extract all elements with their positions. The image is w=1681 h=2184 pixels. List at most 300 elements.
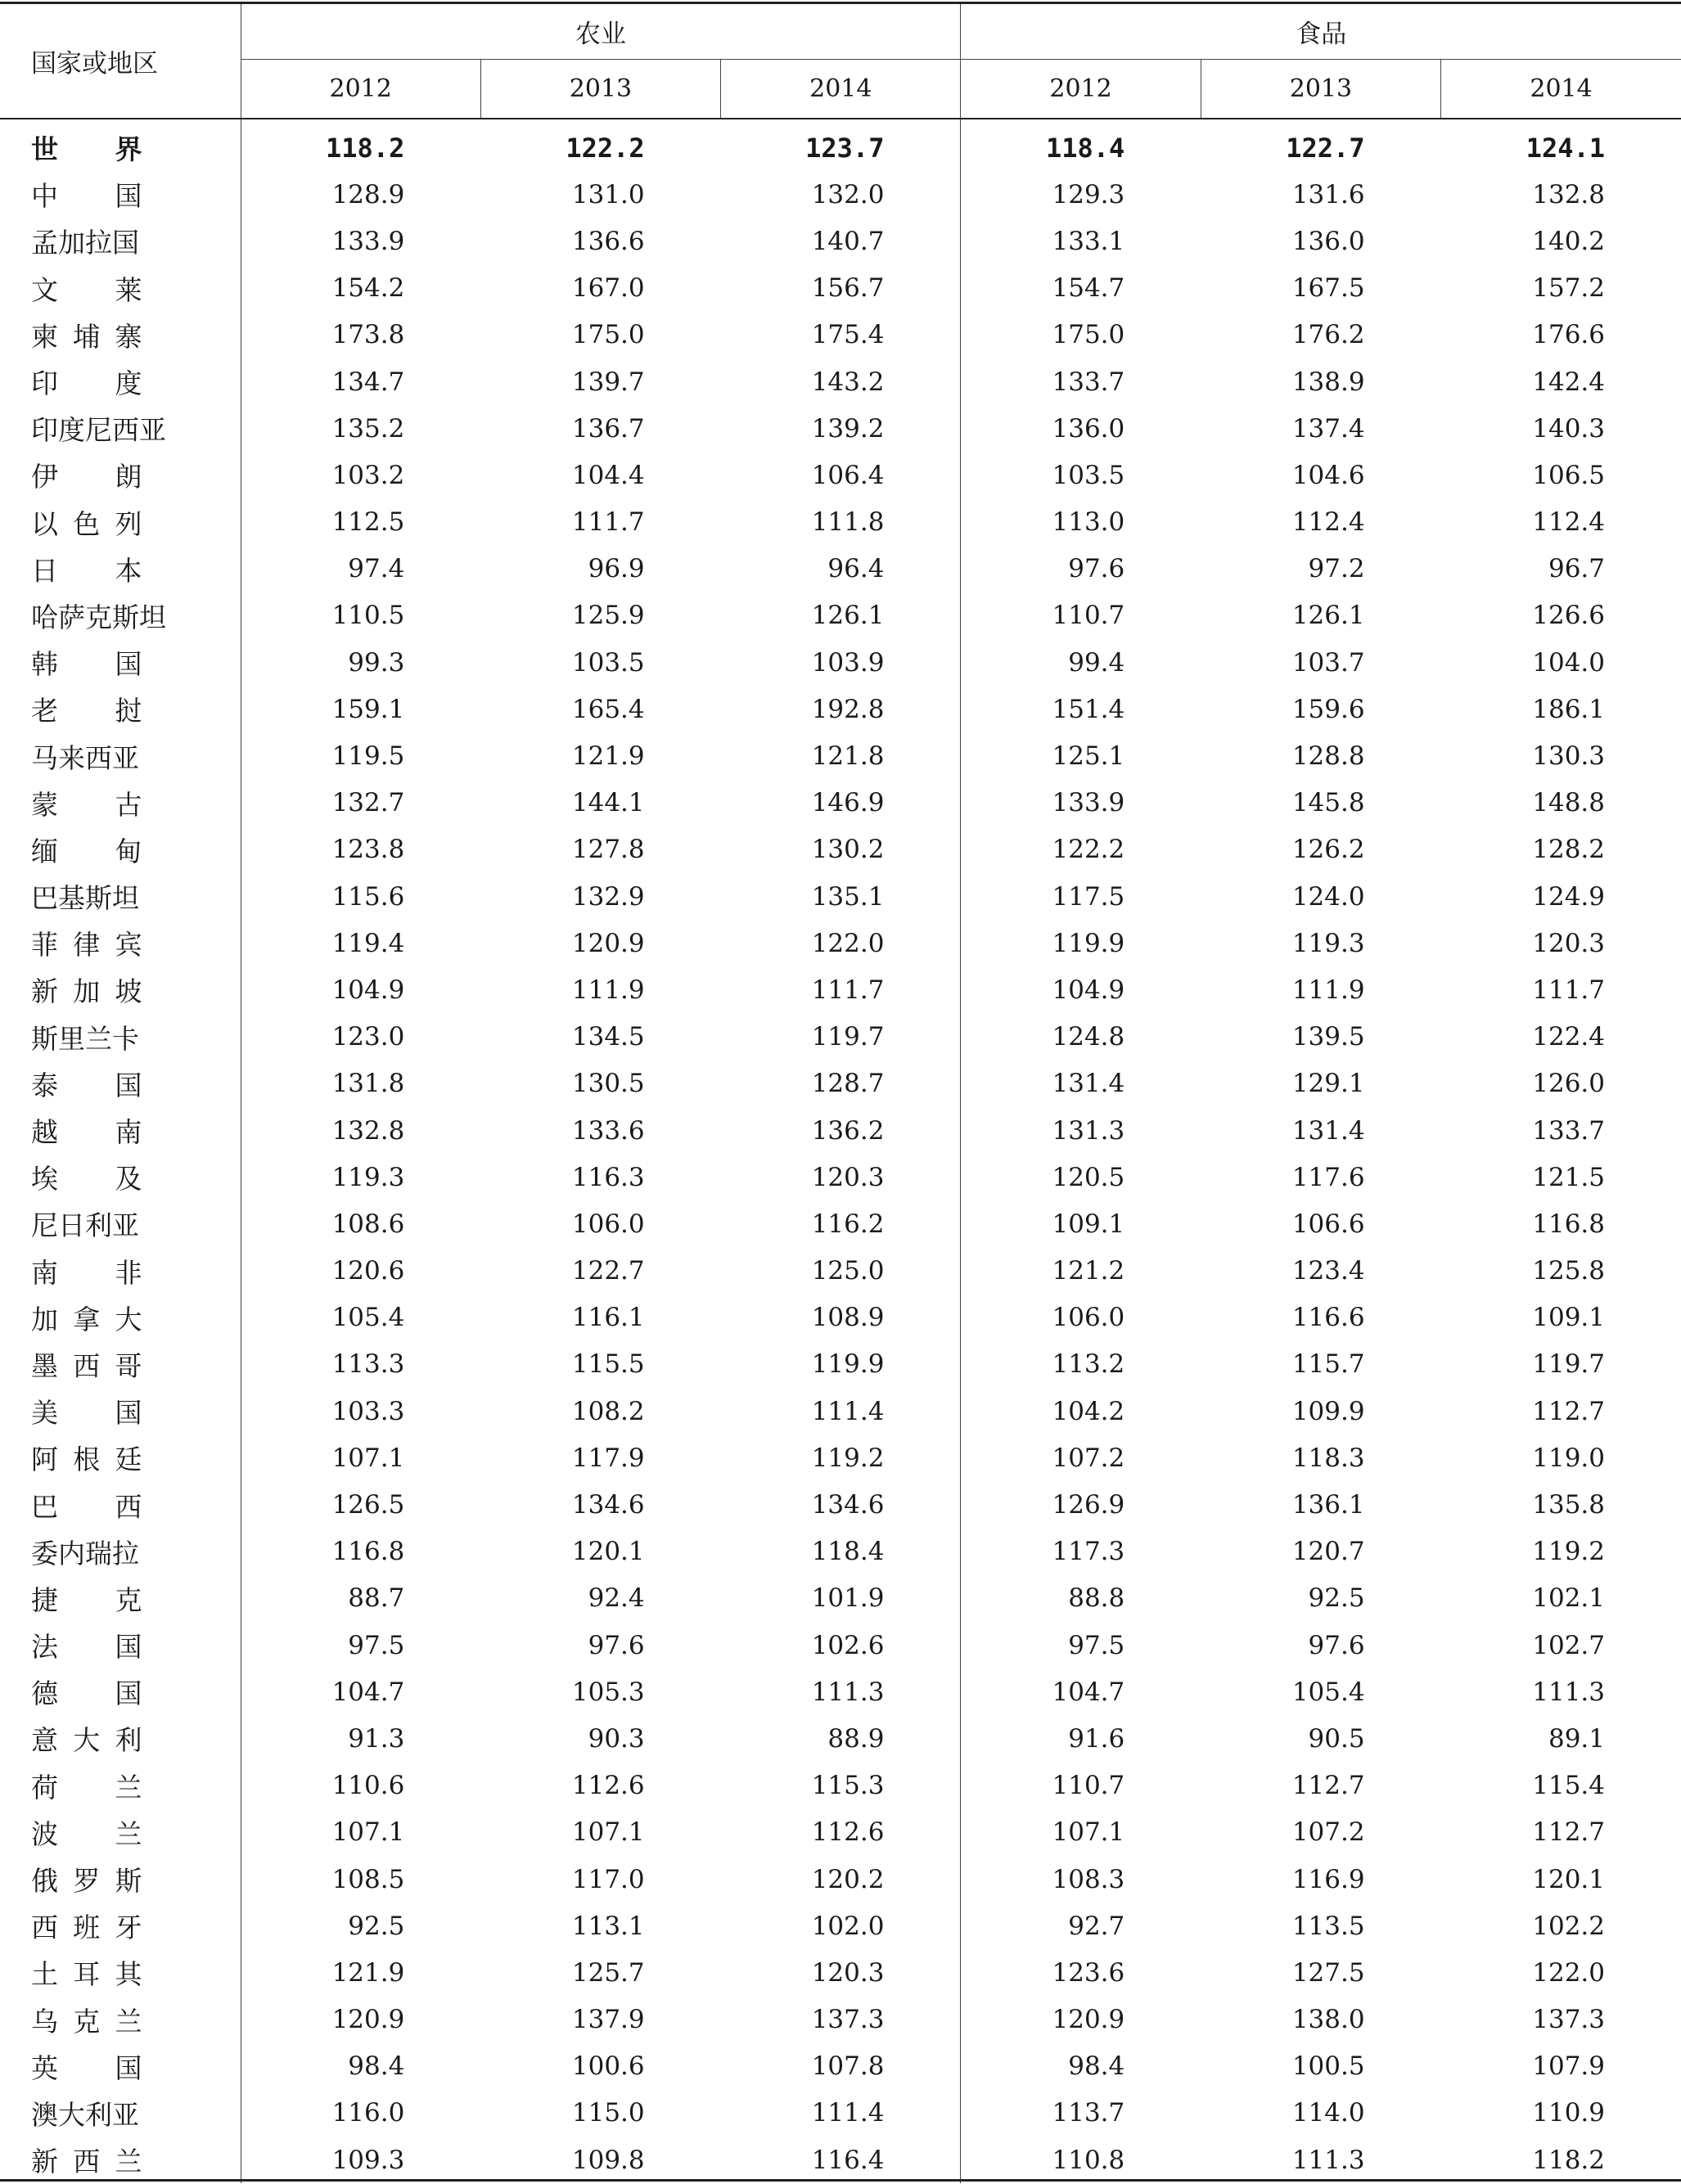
- value-cell: 102.7: [1532, 1630, 1605, 1660]
- value-cell: 122.2: [1052, 835, 1125, 865]
- value-cell: 111.3: [1291, 2145, 1365, 2175]
- table-row: [0, 1248, 1681, 1295]
- region-name-cell: 越南: [0, 1107, 241, 1154]
- value-cell: 105.3: [571, 1677, 645, 1707]
- value-cell: 127.5: [1291, 1957, 1365, 1988]
- value-cell: 111.3: [721, 1668, 961, 1715]
- table-row: [0, 312, 1681, 358]
- region-name-cell: 柬埔寨: [0, 312, 241, 358]
- value-cell: 114.0: [1291, 2098, 1365, 2128]
- value-cell: 104.9: [1052, 975, 1125, 1005]
- value-cell: 120.1: [1532, 1864, 1605, 1894]
- value-cell: 92.7: [1068, 1911, 1125, 1941]
- value-cell: 116.0: [331, 2098, 405, 2128]
- value-cell: 130.5: [571, 1069, 645, 1099]
- value-cell: 122.0: [721, 920, 961, 966]
- value-cell: 100.6: [571, 2051, 645, 2082]
- value-cell: 131.4: [1291, 1115, 1365, 1146]
- value-cell: 104.2: [1052, 1396, 1125, 1426]
- value-cell: 111.9: [571, 975, 645, 1005]
- table-row: [0, 1763, 1681, 1809]
- value-cell: 119.3: [1291, 928, 1365, 958]
- value-cell: 112.4: [1532, 507, 1605, 538]
- value-cell: 119.2: [721, 1434, 961, 1481]
- value-cell: 132.7: [331, 788, 405, 818]
- value-cell: 120.6: [331, 1256, 405, 1286]
- region-name-cell: 土耳其: [0, 1949, 241, 1996]
- value-cell: 109.1: [1052, 1209, 1125, 1239]
- table-row: [0, 1107, 1681, 1154]
- value-cell: 122.7: [1286, 132, 1365, 164]
- year-header: 2014: [721, 60, 961, 119]
- region-name-cell: 巴西: [0, 1481, 241, 1528]
- value-cell: 110.9: [1532, 2098, 1605, 2128]
- value-cell: 137.3: [1532, 2005, 1605, 2035]
- region-name-cell: 印度尼西亚: [0, 405, 241, 452]
- value-cell: 115.3: [721, 1763, 961, 1809]
- value-cell: 107.2: [1052, 1443, 1125, 1473]
- value-cell: 119.4: [331, 928, 405, 958]
- value-cell: 101.9: [721, 1575, 961, 1622]
- year-header: 2013: [480, 60, 720, 119]
- value-cell: 136.6: [571, 226, 645, 256]
- value-cell: 186.1: [1532, 694, 1605, 724]
- value-cell: 132.8: [331, 1115, 405, 1146]
- value-cell: 122.4: [1532, 1022, 1605, 1052]
- value-cell: 148.8: [1532, 788, 1605, 818]
- value-cell: 113.3: [331, 1349, 405, 1380]
- value-cell: 115.6: [331, 881, 405, 912]
- region-name-cell: 西班牙: [0, 1903, 241, 1949]
- value-cell: 176.6: [1532, 320, 1605, 350]
- value-cell: 151.4: [1052, 694, 1125, 724]
- value-cell: 139.5: [1291, 1022, 1365, 1052]
- value-cell: 127.8: [571, 835, 645, 865]
- region-name-cell: 南非: [0, 1248, 241, 1295]
- value-cell: 146.9: [721, 780, 961, 826]
- table-row: [0, 920, 1681, 966]
- value-cell: 109.8: [571, 2145, 645, 2175]
- table-row: [0, 1060, 1681, 1107]
- value-cell: 126.6: [1532, 601, 1605, 631]
- value-cell: 136.0: [1291, 226, 1365, 256]
- region-name-cell: 世界: [0, 119, 241, 171]
- value-cell: 136.1: [1291, 1490, 1365, 1520]
- region-name-cell: 埃及: [0, 1154, 241, 1200]
- value-cell: 135.8: [1532, 1490, 1605, 1520]
- value-cell: 118.2: [326, 132, 405, 164]
- value-cell: 111.7: [721, 966, 961, 1013]
- value-cell: 89.1: [1548, 1723, 1605, 1754]
- value-cell: 125.8: [1532, 1256, 1605, 1286]
- value-cell: 140.2: [1532, 226, 1605, 256]
- year-header: 2014: [1441, 60, 1681, 119]
- value-cell: 106.6: [1291, 1209, 1365, 1239]
- value-cell: 96.4: [721, 546, 961, 592]
- region-name-cell: 中国: [0, 171, 241, 218]
- value-cell: 138.9: [1291, 367, 1365, 397]
- region-name-cell: 日本: [0, 546, 241, 592]
- header-row-groups: [0, 4, 1681, 60]
- value-cell: 154.7: [1052, 273, 1125, 304]
- value-cell: 102.6: [721, 1622, 961, 1668]
- value-cell: 137.4: [1291, 413, 1365, 444]
- value-cell: 138.0: [1291, 2005, 1365, 2035]
- value-cell: 116.2: [721, 1200, 961, 1247]
- region-name-cell: 委内瑞拉: [0, 1529, 241, 1575]
- value-cell: 119.9: [1052, 928, 1125, 958]
- value-cell: 104.7: [1052, 1677, 1125, 1707]
- region-name-cell: 孟加拉国: [0, 218, 241, 264]
- value-cell: 112.6: [721, 1809, 961, 1856]
- value-cell: 97.2: [1308, 554, 1365, 584]
- value-cell: 117.0: [571, 1864, 645, 1894]
- value-cell: 88.9: [721, 1715, 961, 1762]
- value-cell: 115.5: [571, 1349, 645, 1380]
- region-name-cell: 捷克: [0, 1575, 241, 1622]
- value-cell: 109.3: [331, 2145, 405, 2175]
- table-row: [0, 1715, 1681, 1762]
- value-cell: 121.5: [1532, 1162, 1605, 1192]
- region-name-cell: 菲律宾: [0, 920, 241, 966]
- value-cell: 108.6: [331, 1209, 405, 1239]
- table-row: [0, 1014, 1681, 1060]
- region-name-cell: 波兰: [0, 1809, 241, 1856]
- region-header: 国家或地区: [0, 4, 241, 119]
- table-row: [0, 1434, 1681, 1481]
- value-cell: 134.6: [571, 1490, 645, 1520]
- value-cell: 121.9: [331, 1957, 405, 1988]
- value-cell: 118.4: [1045, 132, 1125, 164]
- region-name-cell: 意大利: [0, 1715, 241, 1762]
- year-header: 2012: [241, 60, 480, 119]
- value-cell: 115.4: [1532, 1771, 1605, 1801]
- value-cell: 173.8: [331, 320, 405, 350]
- value-cell: 167.0: [571, 273, 645, 304]
- value-cell: 104.6: [1291, 460, 1365, 490]
- value-cell: 99.4: [1068, 647, 1125, 678]
- value-cell: 110.8: [1052, 2145, 1125, 2175]
- table-row: [0, 1856, 1681, 1903]
- value-cell: 131.4: [1052, 1069, 1125, 1099]
- value-cell: 110.7: [1052, 601, 1125, 631]
- value-cell: 175.0: [571, 320, 645, 350]
- value-cell: 115.0: [571, 2098, 645, 2128]
- value-cell: 144.1: [571, 788, 645, 818]
- value-cell: 123.7: [721, 119, 961, 171]
- value-cell: 113.0: [1052, 507, 1125, 538]
- region-name-cell: 新加坡: [0, 966, 241, 1013]
- value-cell: 143.2: [721, 358, 961, 405]
- value-cell: 126.9: [1052, 1490, 1125, 1520]
- value-cell: 107.8: [721, 2043, 961, 2090]
- value-cell: 112.7: [1532, 1817, 1605, 1848]
- table-row: [0, 1809, 1681, 1856]
- region-name-cell: 墨西哥: [0, 1341, 241, 1388]
- table-row: [0, 1295, 1681, 1341]
- value-cell: 107.9: [1532, 2051, 1605, 2082]
- value-cell: 97.5: [1068, 1630, 1125, 1660]
- value-cell: 104.4: [571, 460, 645, 490]
- value-cell: 120.9: [331, 2005, 405, 2035]
- value-cell: 88.8: [1068, 1583, 1125, 1614]
- value-cell: 108.9: [721, 1295, 961, 1341]
- table-row: [0, 1949, 1681, 1996]
- value-cell: 117.6: [1291, 1162, 1365, 1192]
- table-row: [0, 1529, 1681, 1575]
- value-cell: 134.5: [571, 1022, 645, 1052]
- value-cell: 97.6: [1068, 554, 1125, 584]
- value-cell: 132.8: [1532, 179, 1605, 209]
- value-cell: 124.0: [1291, 881, 1365, 912]
- value-cell: 109.9: [1291, 1396, 1365, 1426]
- year-header: 2012: [961, 60, 1201, 119]
- table-row: [0, 119, 1681, 171]
- value-cell: 108.2: [571, 1396, 645, 1426]
- table-row: [0, 2137, 1681, 2183]
- value-cell: 133.7: [1052, 367, 1125, 397]
- region-name-cell: 泰国: [0, 1060, 241, 1107]
- value-cell: 103.3: [331, 1396, 405, 1426]
- value-cell: 97.5: [348, 1630, 405, 1660]
- region-name-cell: 斯里兰卡: [0, 1014, 241, 1060]
- value-cell: 117.9: [571, 1443, 645, 1473]
- table-row: [0, 546, 1681, 592]
- value-cell: 110.6: [331, 1771, 405, 1801]
- value-cell: 121.9: [571, 741, 645, 772]
- value-cell: 123.4: [1291, 1256, 1365, 1286]
- value-cell: 110.5: [331, 601, 405, 631]
- value-cell: 136.0: [1052, 413, 1125, 444]
- value-cell: 128.9: [331, 179, 405, 209]
- region-name-cell: 法国: [0, 1622, 241, 1668]
- value-cell: 111.8: [721, 499, 961, 546]
- value-cell: 106.5: [1532, 460, 1605, 490]
- value-cell: 134.6: [721, 1481, 961, 1528]
- value-cell: 125.7: [571, 1957, 645, 1988]
- value-cell: 111.3: [1532, 1677, 1605, 1707]
- value-cell: 129.3: [1052, 179, 1125, 209]
- table-row: [0, 358, 1681, 405]
- value-cell: 92.4: [588, 1583, 645, 1614]
- region-name-cell: 德国: [0, 1668, 241, 1715]
- value-cell: 116.4: [721, 2137, 961, 2183]
- value-cell: 119.7: [721, 1014, 961, 1060]
- value-cell: 113.1: [571, 1911, 645, 1941]
- value-cell: 117.5: [1052, 881, 1125, 912]
- value-cell: 140.7: [721, 218, 961, 264]
- value-cell: 112.7: [1532, 1396, 1605, 1426]
- value-cell: 96.7: [1548, 554, 1605, 584]
- value-cell: 137.3: [721, 1997, 961, 2043]
- region-name-cell: 蒙古: [0, 780, 241, 826]
- value-cell: 120.2: [721, 1856, 961, 1903]
- value-cell: 120.7: [1291, 1537, 1365, 1567]
- value-cell: 118.4: [721, 1529, 961, 1575]
- table-row: [0, 218, 1681, 264]
- value-cell: 139.7: [571, 367, 645, 397]
- value-cell: 159.6: [1291, 694, 1365, 724]
- table-header: [0, 4, 1681, 119]
- value-cell: 119.2: [1532, 1537, 1605, 1567]
- value-cell: 192.8: [721, 686, 961, 732]
- value-cell: 176.2: [1291, 320, 1365, 350]
- value-cell: 105.4: [1291, 1677, 1365, 1707]
- value-cell: 108.5: [331, 1864, 405, 1894]
- value-cell: 90.3: [588, 1723, 645, 1754]
- value-cell: 159.1: [331, 694, 405, 724]
- value-cell: 133.9: [1052, 788, 1125, 818]
- value-cell: 104.0: [1532, 647, 1605, 678]
- value-cell: 92.5: [348, 1911, 405, 1941]
- value-cell: 157.2: [1532, 273, 1605, 304]
- value-cell: 133.1: [1052, 226, 1125, 256]
- value-cell: 111.4: [721, 1388, 961, 1434]
- value-cell: 133.6: [571, 1115, 645, 1146]
- value-cell: 131.3: [1052, 1115, 1125, 1146]
- value-cell: 133.9: [331, 226, 405, 256]
- value-cell: 126.0: [1532, 1069, 1605, 1099]
- region-name-cell: 缅甸: [0, 826, 241, 873]
- value-cell: 90.5: [1308, 1723, 1365, 1754]
- value-cell: 117.3: [1052, 1537, 1125, 1567]
- value-cell: 126.2: [1291, 835, 1365, 865]
- value-cell: 106.0: [571, 1209, 645, 1239]
- value-cell: 140.3: [1532, 413, 1605, 444]
- value-cell: 128.8: [1291, 741, 1365, 772]
- value-cell: 102.0: [721, 1903, 961, 1949]
- value-cell: 103.5: [571, 647, 645, 678]
- table-row: [0, 1388, 1681, 1434]
- value-cell: 145.8: [1291, 788, 1365, 818]
- region-name-cell: 老挝: [0, 686, 241, 732]
- group-header-agriculture: 农业: [241, 4, 961, 60]
- region-name-cell: 加拿大: [0, 1295, 241, 1341]
- value-cell: 91.3: [348, 1723, 405, 1754]
- value-cell: 116.1: [571, 1303, 645, 1333]
- value-cell: 119.7: [1532, 1349, 1605, 1380]
- table-row: [0, 1200, 1681, 1247]
- value-cell: 103.9: [721, 639, 961, 686]
- table-row: [0, 873, 1681, 920]
- value-cell: 113.7: [1052, 2098, 1125, 2128]
- value-cell: 112.4: [1291, 507, 1365, 538]
- value-cell: 122.0: [1532, 1957, 1605, 1988]
- table-row: [0, 686, 1681, 732]
- region-name-cell: 伊朗: [0, 452, 241, 498]
- value-cell: 97.6: [588, 1630, 645, 1660]
- table-row: [0, 499, 1681, 546]
- region-name-cell: 新西兰: [0, 2137, 241, 2183]
- value-cell: 134.7: [331, 367, 405, 397]
- value-cell: 133.7: [1532, 1115, 1605, 1146]
- table-row: [0, 1668, 1681, 1715]
- table-row: [0, 639, 1681, 686]
- value-cell: 123.0: [331, 1022, 405, 1052]
- value-cell: 131.6: [1291, 179, 1365, 209]
- value-cell: 92.5: [1308, 1583, 1365, 1614]
- value-cell: 154.2: [331, 273, 405, 304]
- value-cell: 130.3: [1532, 741, 1605, 772]
- value-cell: 116.8: [1532, 1209, 1605, 1239]
- value-cell: 100.5: [1291, 2051, 1365, 2082]
- value-cell: 99.3: [348, 647, 405, 678]
- region-name-cell: 澳大利亚: [0, 2090, 241, 2137]
- header-row-years: [0, 60, 1681, 119]
- value-cell: 119.0: [1532, 1443, 1605, 1473]
- value-cell: 125.9: [571, 601, 645, 631]
- value-cell: 107.1: [331, 1817, 405, 1848]
- value-cell: 128.2: [1532, 835, 1605, 865]
- region-name-cell: 乌克兰: [0, 1997, 241, 2043]
- group-header-food: 食品: [961, 4, 1681, 60]
- value-cell: 106.4: [721, 452, 961, 498]
- value-cell: 116.8: [331, 1537, 405, 1567]
- region-name-cell: 韩国: [0, 639, 241, 686]
- value-cell: 120.9: [571, 928, 645, 958]
- value-cell: 136.2: [721, 1107, 961, 1154]
- value-cell: 98.4: [348, 2051, 405, 2082]
- value-cell: 118.3: [1291, 1443, 1365, 1473]
- value-cell: 120.3: [721, 1154, 961, 1200]
- value-cell: 103.7: [1291, 647, 1365, 678]
- value-cell: 124.1: [1526, 132, 1605, 164]
- year-header: 2013: [1201, 60, 1440, 119]
- value-cell: 156.7: [721, 265, 961, 312]
- value-cell: 123.6: [1052, 1957, 1125, 1988]
- value-cell: 112.5: [331, 507, 405, 538]
- value-cell: 122.2: [566, 132, 645, 164]
- table-row: [0, 2043, 1681, 2090]
- value-cell: 125.0: [721, 1248, 961, 1295]
- value-cell: 110.7: [1052, 1771, 1125, 1801]
- value-cell: 132.0: [721, 171, 961, 218]
- value-cell: 175.0: [1052, 320, 1125, 350]
- table-row: [0, 405, 1681, 452]
- value-cell: 105.4: [331, 1303, 405, 1333]
- value-cell: 104.9: [331, 975, 405, 1005]
- value-cell: 116.3: [571, 1162, 645, 1192]
- value-cell: 119.5: [331, 741, 405, 772]
- value-cell: 135.2: [331, 413, 405, 444]
- bottom-rule: [0, 2179, 1681, 2182]
- region-name-cell: 巴基斯坦: [0, 873, 241, 920]
- value-cell: 88.7: [348, 1583, 405, 1614]
- region-name-cell: 哈萨克斯坦: [0, 592, 241, 639]
- value-cell: 120.3: [1532, 928, 1605, 958]
- value-cell: 119.9: [721, 1341, 961, 1388]
- table-row: [0, 171, 1681, 218]
- region-name-cell: 尼日利亚: [0, 1200, 241, 1247]
- region-name-cell: 俄罗斯: [0, 1856, 241, 1903]
- value-cell: 128.7: [721, 1060, 961, 1107]
- value-cell: 122.7: [571, 1256, 645, 1286]
- value-cell: 111.7: [571, 507, 645, 538]
- value-cell: 102.2: [1532, 1911, 1605, 1941]
- value-cell: 115.7: [1291, 1349, 1365, 1380]
- value-cell: 125.1: [1052, 741, 1125, 772]
- region-name-cell: 美国: [0, 1388, 241, 1434]
- value-cell: 126.5: [331, 1490, 405, 1520]
- value-cell: 98.4: [1068, 2051, 1125, 2082]
- value-cell: 97.6: [1308, 1630, 1365, 1660]
- value-cell: 142.4: [1532, 367, 1605, 397]
- value-cell: 111.4: [721, 2090, 961, 2137]
- value-cell: 118.2: [1532, 2145, 1605, 2175]
- value-cell: 136.7: [571, 413, 645, 444]
- value-cell: 123.8: [331, 835, 405, 865]
- table-row: [0, 732, 1681, 779]
